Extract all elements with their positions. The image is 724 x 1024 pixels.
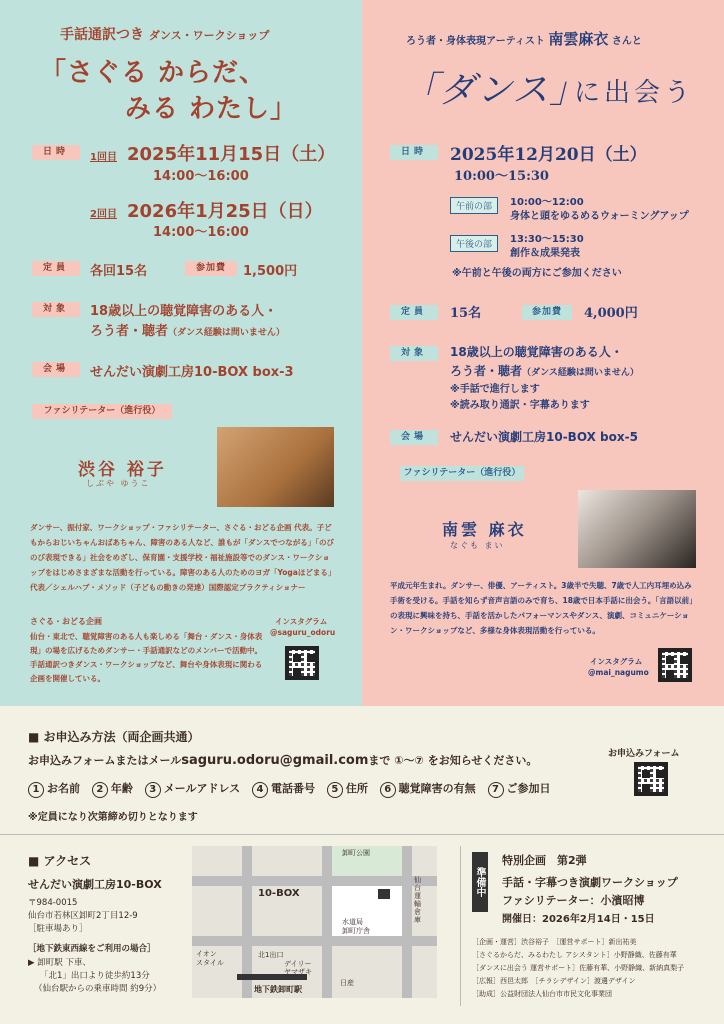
map-label-box: 10-BOX: [258, 888, 300, 899]
apply-item-label: 住所: [345, 782, 368, 795]
left-target-line1: 18歳以上の聴覚障害のある人・: [90, 304, 278, 319]
map-road: [192, 936, 437, 946]
left-kicker-sub: ダンス・ワークショップ: [148, 29, 270, 42]
apply-item: [252, 782, 315, 795]
map-label-park: 卸町公園: [342, 849, 370, 857]
right-pm-tag: 午後の部: [450, 235, 498, 252]
apply-item: [327, 782, 368, 795]
apply-item-label: お名前: [47, 782, 80, 795]
left-org-title: さぐる・おどる企画: [30, 617, 102, 626]
left-title-line1: 「さぐる からだ、: [40, 58, 267, 88]
left-session1-date: 2025年11月15日（土）: [127, 144, 336, 165]
map-venue-marker: [378, 889, 390, 899]
apply-item-label: 電話番号: [270, 782, 315, 795]
map-road: [402, 846, 412, 998]
right-kicker-text: ろう者・身体表現アーティスト: [406, 36, 545, 47]
apply-item-num: 4: [252, 782, 268, 798]
left-insta-handle: @saguru_odoru: [270, 628, 336, 637]
right-am-desc: 身体と頭をゆるめるウォーミングアップ: [510, 211, 689, 222]
access-subway-line3: （仙台駅からの乗車時間 約9分）: [34, 984, 162, 994]
apply-item-num: 7: [488, 782, 504, 798]
map-label-daily: デイリー ヤマザキ: [284, 960, 312, 976]
map-road: [192, 876, 437, 886]
apply-item-num: 3: [145, 782, 161, 798]
apply-note: ※定員になり次第締め切りとなります: [28, 812, 198, 823]
left-session1-time: 14:00〜16:00: [153, 169, 249, 184]
left-venue: せんだい演劇工房10-BOX box-3: [90, 365, 294, 380]
left-fee: 1,500円: [243, 264, 298, 279]
apply-item: [92, 782, 133, 795]
bottom-info-section: [0, 706, 724, 1024]
left-workshop-panel: [0, 0, 362, 706]
right-kicker: [406, 28, 642, 49]
right-capacity: 15名: [450, 306, 482, 321]
right-kicker-suffix: さんと: [611, 36, 642, 47]
section-divider: [0, 834, 724, 835]
access-subway-line1: ▶ 卸町駅 下車、: [28, 958, 91, 968]
access-heading: ■ アクセス: [28, 854, 92, 868]
map-label-nittei: 日産: [340, 979, 354, 987]
special-badge: 準備中: [472, 852, 488, 912]
right-target-note: （ダンス経験は問いません）: [522, 368, 639, 378]
apply-item: [28, 782, 80, 795]
right-kicker-name: 南雲麻衣: [548, 30, 609, 48]
credit-line: ［広報］西邑太郎 ［チラシデザイン］渡邊デザイン: [472, 977, 636, 985]
right-am-time: 10:00〜12:00: [510, 197, 584, 208]
left-session2-date: 2026年1月25日（日）: [127, 201, 323, 222]
right-title-dance: 「ダンス」: [402, 70, 587, 111]
apply-form-label: お申込みフォーム: [608, 749, 680, 759]
left-facilitator-photo: [217, 427, 334, 507]
map-label-exit: 北1出口: [258, 951, 284, 959]
right-insta-qr-code[interactable]: [658, 648, 692, 682]
right-time: 10:00〜15:30: [454, 169, 549, 184]
right-bio: 平成元年生まれ。ダンサー、俳優、アーティスト。3歳半で失聴、7歳で人工内耳埋め込み手術を受ける。手話を知らず音声言語のみで育ち、18歳で日本手話に出会う。「言語以前」の表現に興味を持ち、手話を活かしたパフォーマンスやダンス、演劇、コミュニケーション・ワークショップなど、多様な身体表現活動を行っている。: [390, 581, 697, 635]
special-line2: ファシリテーター：小濱昭博: [502, 894, 645, 907]
right-target-note3: ※読み取り通訳・字幕あります: [450, 400, 590, 411]
left-facilitator-kana: しぶや ゆうこ: [86, 479, 151, 488]
left-capacity: 各回15名: [90, 264, 148, 279]
right-fee: 4,000円: [584, 306, 638, 321]
right-target-note2: ※手話で進行します: [450, 384, 540, 395]
left-session1-label: 1回目: [90, 152, 117, 163]
right-label-target: 対象: [390, 346, 438, 361]
right-facilitator-name: 南雲 麻衣: [442, 520, 527, 539]
apply-line: [28, 752, 537, 768]
access-subway-line2: 「北1」出口より徒歩約13分: [40, 971, 150, 981]
left-label-datetime: 日時: [32, 145, 80, 160]
apply-line-suffix: まで ①〜⑦ をお知らせください。: [368, 754, 538, 767]
left-target-line2: ろう者・聴者: [90, 324, 169, 339]
right-target-line1: 18歳以上の聴覚障害のある人・: [450, 345, 623, 359]
map-label-station: 地下鉄卸町駅: [254, 985, 302, 994]
left-label-fee: 参加費: [185, 261, 237, 276]
apply-item-label: 年齢: [110, 782, 133, 795]
right-label-venue: 会場: [390, 430, 438, 445]
credits: [472, 936, 684, 1001]
right-facilitator-kana: なぐも まい: [450, 541, 505, 550]
left-label-venue: 会場: [32, 362, 80, 377]
map-label-warehouse: 仙台運輸倉庫: [414, 876, 421, 924]
apply-item-num: 1: [28, 782, 44, 798]
left-kicker-main: 手話通訳つき: [60, 27, 144, 43]
left-target-note: （ダンス経験は問いません）: [168, 328, 285, 338]
right-insta-label: インスタグラム: [590, 657, 643, 666]
right-facilitator-photo: [578, 490, 696, 568]
apply-line-prefix: お申込みフォームまたはメール: [28, 754, 182, 767]
apply-item: [145, 782, 240, 795]
left-title-line2: みる わたし」: [125, 94, 298, 124]
left-session2-time: 14:00〜16:00: [153, 225, 249, 240]
access-parking: ［駐車場あり］: [28, 924, 88, 934]
right-title-rest: に出会う: [574, 78, 695, 108]
apply-item-num: 2: [92, 782, 108, 798]
left-kicker: [60, 24, 269, 44]
left-facilitator-tag: ファシリテーター（進行役）: [32, 404, 172, 419]
map-road: [322, 846, 332, 998]
right-target-line2: ろう者・聴者: [450, 364, 523, 378]
credit-line: ［助成］公益財団法人仙台市市民文化事業団: [472, 990, 612, 998]
right-date: 2025年12月20日（土）: [450, 145, 647, 165]
right-target-line2-wrap: [450, 362, 639, 379]
right-label-datetime: 日時: [390, 145, 438, 160]
right-am-tag: 午前の部: [450, 197, 498, 214]
special-title: 特別企画 第2弾: [502, 854, 587, 867]
left-target-line2-wrap: [90, 320, 285, 339]
apply-items-list: [28, 780, 551, 798]
access-venue-name: せんだい演劇工房10-BOX: [28, 878, 162, 891]
right-facilitator-tag: ファシリテーター（進行役）: [400, 466, 524, 481]
right-label-fee: 参加費: [522, 305, 572, 320]
right-insta-handle: @mai_nagumo: [588, 668, 649, 677]
apply-item-num: 5: [327, 782, 343, 798]
apply-email-link[interactable]: saguru.odoru@gmail.com: [181, 753, 369, 768]
credit-line: ［ダンスに出会う 運営サポート］佐藤有華、小野静織、新納真梨子: [472, 964, 685, 972]
map-label-aeon: イオン スタイル: [196, 950, 224, 967]
right-note-both: ※午前と午後の両方にご参加ください: [452, 268, 622, 279]
access-postal: 〒984-0015: [28, 898, 78, 908]
left-facilitator-name: 渋谷 裕子: [78, 460, 167, 480]
apply-item: [380, 782, 476, 795]
left-label-target: 対象: [32, 302, 80, 317]
credit-line: ［さぐるからだ、みるわたし アシスタント］小野静織、佐藤有華: [472, 951, 677, 959]
apply-item-num: 6: [380, 782, 396, 798]
right-pm-time: 13:30〜15:30: [510, 234, 584, 245]
right-pm-desc: 創作＆成果発表: [510, 248, 580, 259]
apply-item-label: ご参加日: [506, 782, 551, 795]
left-insta-label: インスタグラム: [275, 617, 328, 626]
right-venue: せんだい演劇工房10-BOX box-5: [450, 430, 638, 444]
access-address: 仙台市若林区卸町2丁目12-9: [28, 911, 138, 921]
apply-form-qr-code[interactable]: [634, 762, 668, 796]
apply-item: [488, 782, 551, 795]
special-line3: 開催日：2026年2月14日・15日: [502, 914, 655, 925]
apply-item-label: 聴覚障害の有無: [398, 782, 476, 795]
left-bio: ダンサー、振付家、ワークショップ・ファシリテーター、さぐる・おどる企画 代表。子どもからおじいちゃんおばあちゃん、障害のある人など、誰もが「ダンスでつながる」「のびのび表現できる」社会をめざし、保育園・支援学校・福祉施設等でのダンス・ワークショップをはじめさまざまな活動を行っている。障害のある人のためのヨガ「Yogaほどまる」代表／シェルハブ・メソッド（子どもの動きの発達）国際認定プラクティショナー: [30, 523, 335, 592]
left-label-capacity: 定員: [32, 261, 80, 276]
right-workshop-panel: [362, 0, 724, 706]
right-label-capacity: 定員: [390, 305, 438, 320]
access-map: [192, 846, 437, 998]
left-org-desc: 仙台・東北で、聴覚障害のある人も楽しめる「舞台・ダンス・身体表現」の場を広げるためダンサー・手話通訳などのメンバーで活動中。手話通訳つきダンス・ワークショップなど、舞台や身体表現に関わる企画を開催している。: [30, 632, 263, 683]
map-label-waterworks: 水道局 卸町庁舎: [342, 918, 370, 935]
special-divider: [460, 846, 461, 1006]
left-session2-label: 2回目: [90, 209, 117, 220]
special-line1: 手話・字幕つき演劇ワークショップ: [502, 876, 678, 889]
credit-line: ［企画・運営］渋谷裕子 ［運営サポート］新出祐美: [472, 938, 637, 946]
apply-heading: ■ お申込み方法（両企画共通）: [28, 730, 200, 744]
apply-item-label: メールアドレス: [163, 782, 241, 795]
left-insta-qr-code[interactable]: [285, 646, 319, 680]
access-subway-heading: ［地下鉄東西線をご利用の場合］: [28, 944, 156, 954]
